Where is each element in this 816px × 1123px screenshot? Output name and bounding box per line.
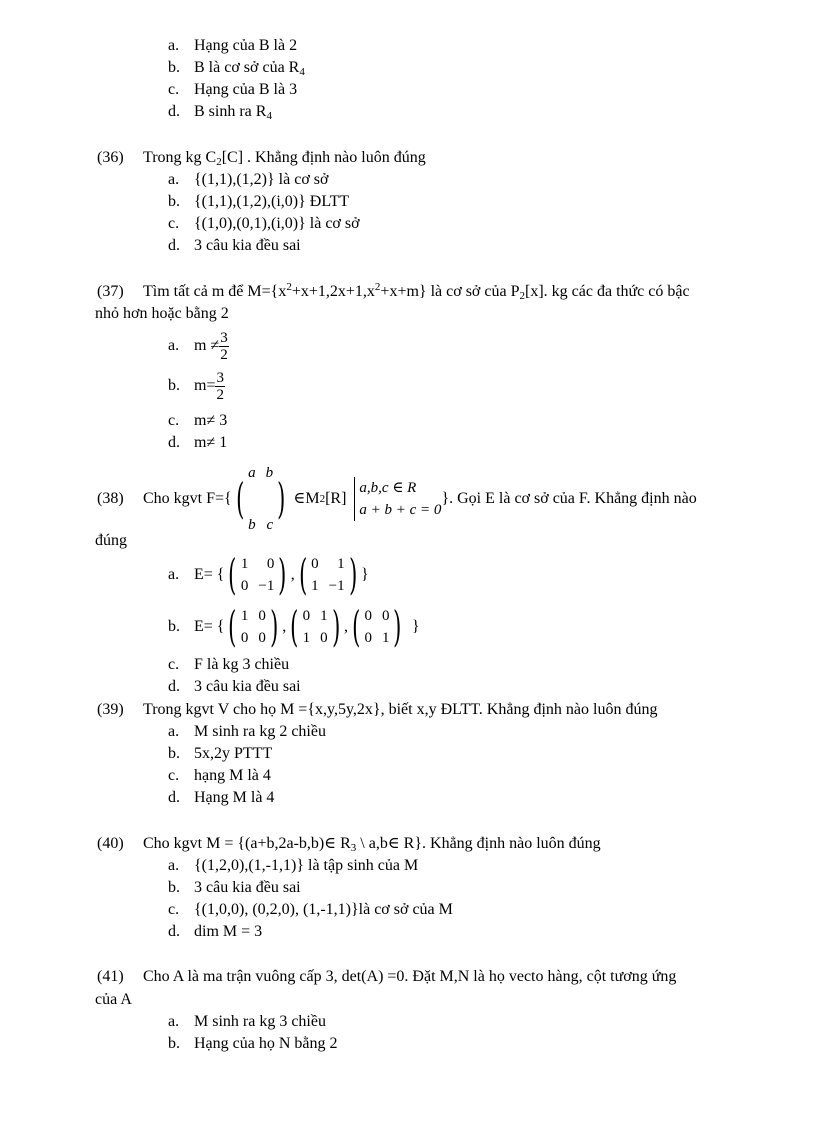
q37-option-c: c. m≠ 3 bbox=[168, 412, 228, 429]
q37-option-b: b. m= $\frac{3}{2}$ bbox=[168, 369, 224, 403]
q39-option-c: c. hạng M là 4 bbox=[168, 767, 271, 784]
q39-option-d: d. Hạng M là 4 bbox=[168, 789, 275, 806]
q41-stem-line2: của A bbox=[95, 991, 132, 1008]
matrix: ( 0 0 0 1 ) bbox=[352, 602, 402, 651]
document-page: a. Hạng của B là 2 b. B là cơ sở của $R_4$ c. Hạng của B là 3 d. B sinh ra $R_4$ (36) Trong kg $C_2[C]$ . Khẳng định nào luôn đúng a. {(1,1),(1,2)} là cơ sở b. {(1,1),(1,2),(i,0)} ĐLTT c. {(1,0),(0,1),(i,0)} là cơ sở d. 3 câu kia đều sai (37) Tìm tất cả m để $M=\{x^2+x+1,2x+1,x^2+x+m\}$ là cơ sở của $P_2[x]$. kg các đa thức có bậc nhỏ hơn hoặc bằng 2 a. m ≠ $\frac{3}{2}$ b. m= $\frac{3}{2}$ c. m≠ 3 d. m≠ 1 (38) Cho kgvt F={ ( a b b c ) ∈M 2 [R] a,b,c ∈ R a + b + c = 0 }. Gọi E là cơ sở của F. Khẳng định nào đúng a. E= { ( 1 0 0 −1 ) , ( 0 1 1 −1 ) } b. E= { ( 1 0 0 0 ) , ( 0 1 1 0 ) , ( 0 0 0 1 ) } c. F là kg 3 chiều d. 3 câu kia đều sai (39) Trong kgvt V cho họ M ={x,y,5y,2x}, biết x,y ĐLTT. Khẳng định nào luôn đúng a. M sinh ra kg 2 chiều b. 5x,2y PTTT c. hạng M là 4 d. Hạng M là 4 (40) Cho kgvt M = {(a+b,2a-b,b)∈ $R_3$ \ a,b∈ R}. Khẳng định nào luôn đúng a. {(1,2,0),(1,-1,1)} là tập sinh của M b. 3 câu kia đều sai c. {(1,0,0), (0,2,0), (1,-1,1)}là cơ sở của M d. dim M = 3 (41) Cho A là ma trận vuông cấp 3, det(A) =0. Đặt M,N là họ vecto hàng, cột tương ứng của A a. M sinh ra kg 3 chiều b. Hạng của họ N bằng 2 bbox=[0, 0, 816, 1123]
q35-option-b: b. B là cơ sở của $R_4$ bbox=[168, 59, 305, 78]
q36-option-b: b. {(1,1),(1,2),(i,0)} ĐLTT bbox=[168, 193, 350, 210]
q41-option-b: b. Hạng của họ N bằng 2 bbox=[168, 1035, 338, 1052]
q39-option-a: a. M sinh ra kg 2 chiều bbox=[168, 723, 326, 740]
q37-stem-line2: nhỏ hơn hoặc bằng 2 bbox=[95, 305, 229, 322]
q39-option-b: b. 5x,2y PTTT bbox=[168, 745, 273, 762]
q38-stem-line2: đúng bbox=[95, 532, 127, 549]
q37-option-a: a. m ≠ $\frac{3}{2}$ bbox=[168, 329, 228, 363]
q35-option-d: d. B sinh ra $R_4$ bbox=[168, 103, 272, 122]
set-condition: a,b,c ∈ R a + b + c = 0 bbox=[354, 477, 441, 521]
q40-option-c: c. {(1,0,0), (0,2,0), (1,-1,1)}là cơ sở của M bbox=[168, 901, 453, 918]
q38-option-d: d. 3 câu kia đều sai bbox=[168, 678, 301, 695]
q36-option-c: c. {(1,0),(0,1),(i,0)} là cơ sở bbox=[168, 215, 360, 232]
fraction: $\frac{3}{2}$ bbox=[216, 369, 224, 403]
matrix: ( 0 1 1 0 ) bbox=[290, 602, 340, 651]
q35-option-a: a. Hạng của B là 2 bbox=[168, 37, 298, 54]
q40-option-b: b. 3 câu kia đều sai bbox=[168, 879, 301, 896]
q38-option-c: c. F là kg 3 chiều bbox=[168, 656, 290, 673]
q40-option-d: d. dim M = 3 bbox=[168, 923, 263, 940]
matrix: ( 1 0 0 0 ) bbox=[228, 602, 279, 651]
q38-option-a: a. E= { ( 1 0 0 −1 ) , ( 0 1 1 −1 ) } bbox=[168, 550, 369, 599]
fraction: $\frac{3}{2}$ bbox=[220, 329, 228, 363]
q36-option-a: a. {(1,1),(1,2)} là cơ sở bbox=[168, 171, 329, 188]
q38-option-b: b. E= { ( 1 0 0 0 ) , ( 0 1 1 0 ) , ( 0 0 0 1 ) } bbox=[168, 602, 420, 651]
q38-stem: (38) Cho kgvt F={ ( a b b c ) ∈M 2 [R] a,b,c ∈ R a + b + c = 0 }. Gọi E là cơ sở của F. Khẳng định nào bbox=[0, 474, 816, 524]
q41-option-a: a. M sinh ra kg 3 chiều bbox=[168, 1013, 326, 1030]
q35-option-c: c. Hạng của B là 3 bbox=[168, 81, 298, 98]
matrix: ( a b b c ) bbox=[235, 465, 286, 533]
q37-option-d: d. m≠ 1 bbox=[168, 434, 228, 451]
q36-option-d: d. 3 câu kia đều sai bbox=[168, 237, 301, 254]
q40-option-a: a. {(1,2,0),(1,-1,1)} là tập sinh của M bbox=[168, 857, 419, 874]
matrix: ( 0 1 1 −1 ) bbox=[298, 550, 357, 599]
matrix: ( 1 0 0 −1 ) bbox=[228, 550, 287, 599]
